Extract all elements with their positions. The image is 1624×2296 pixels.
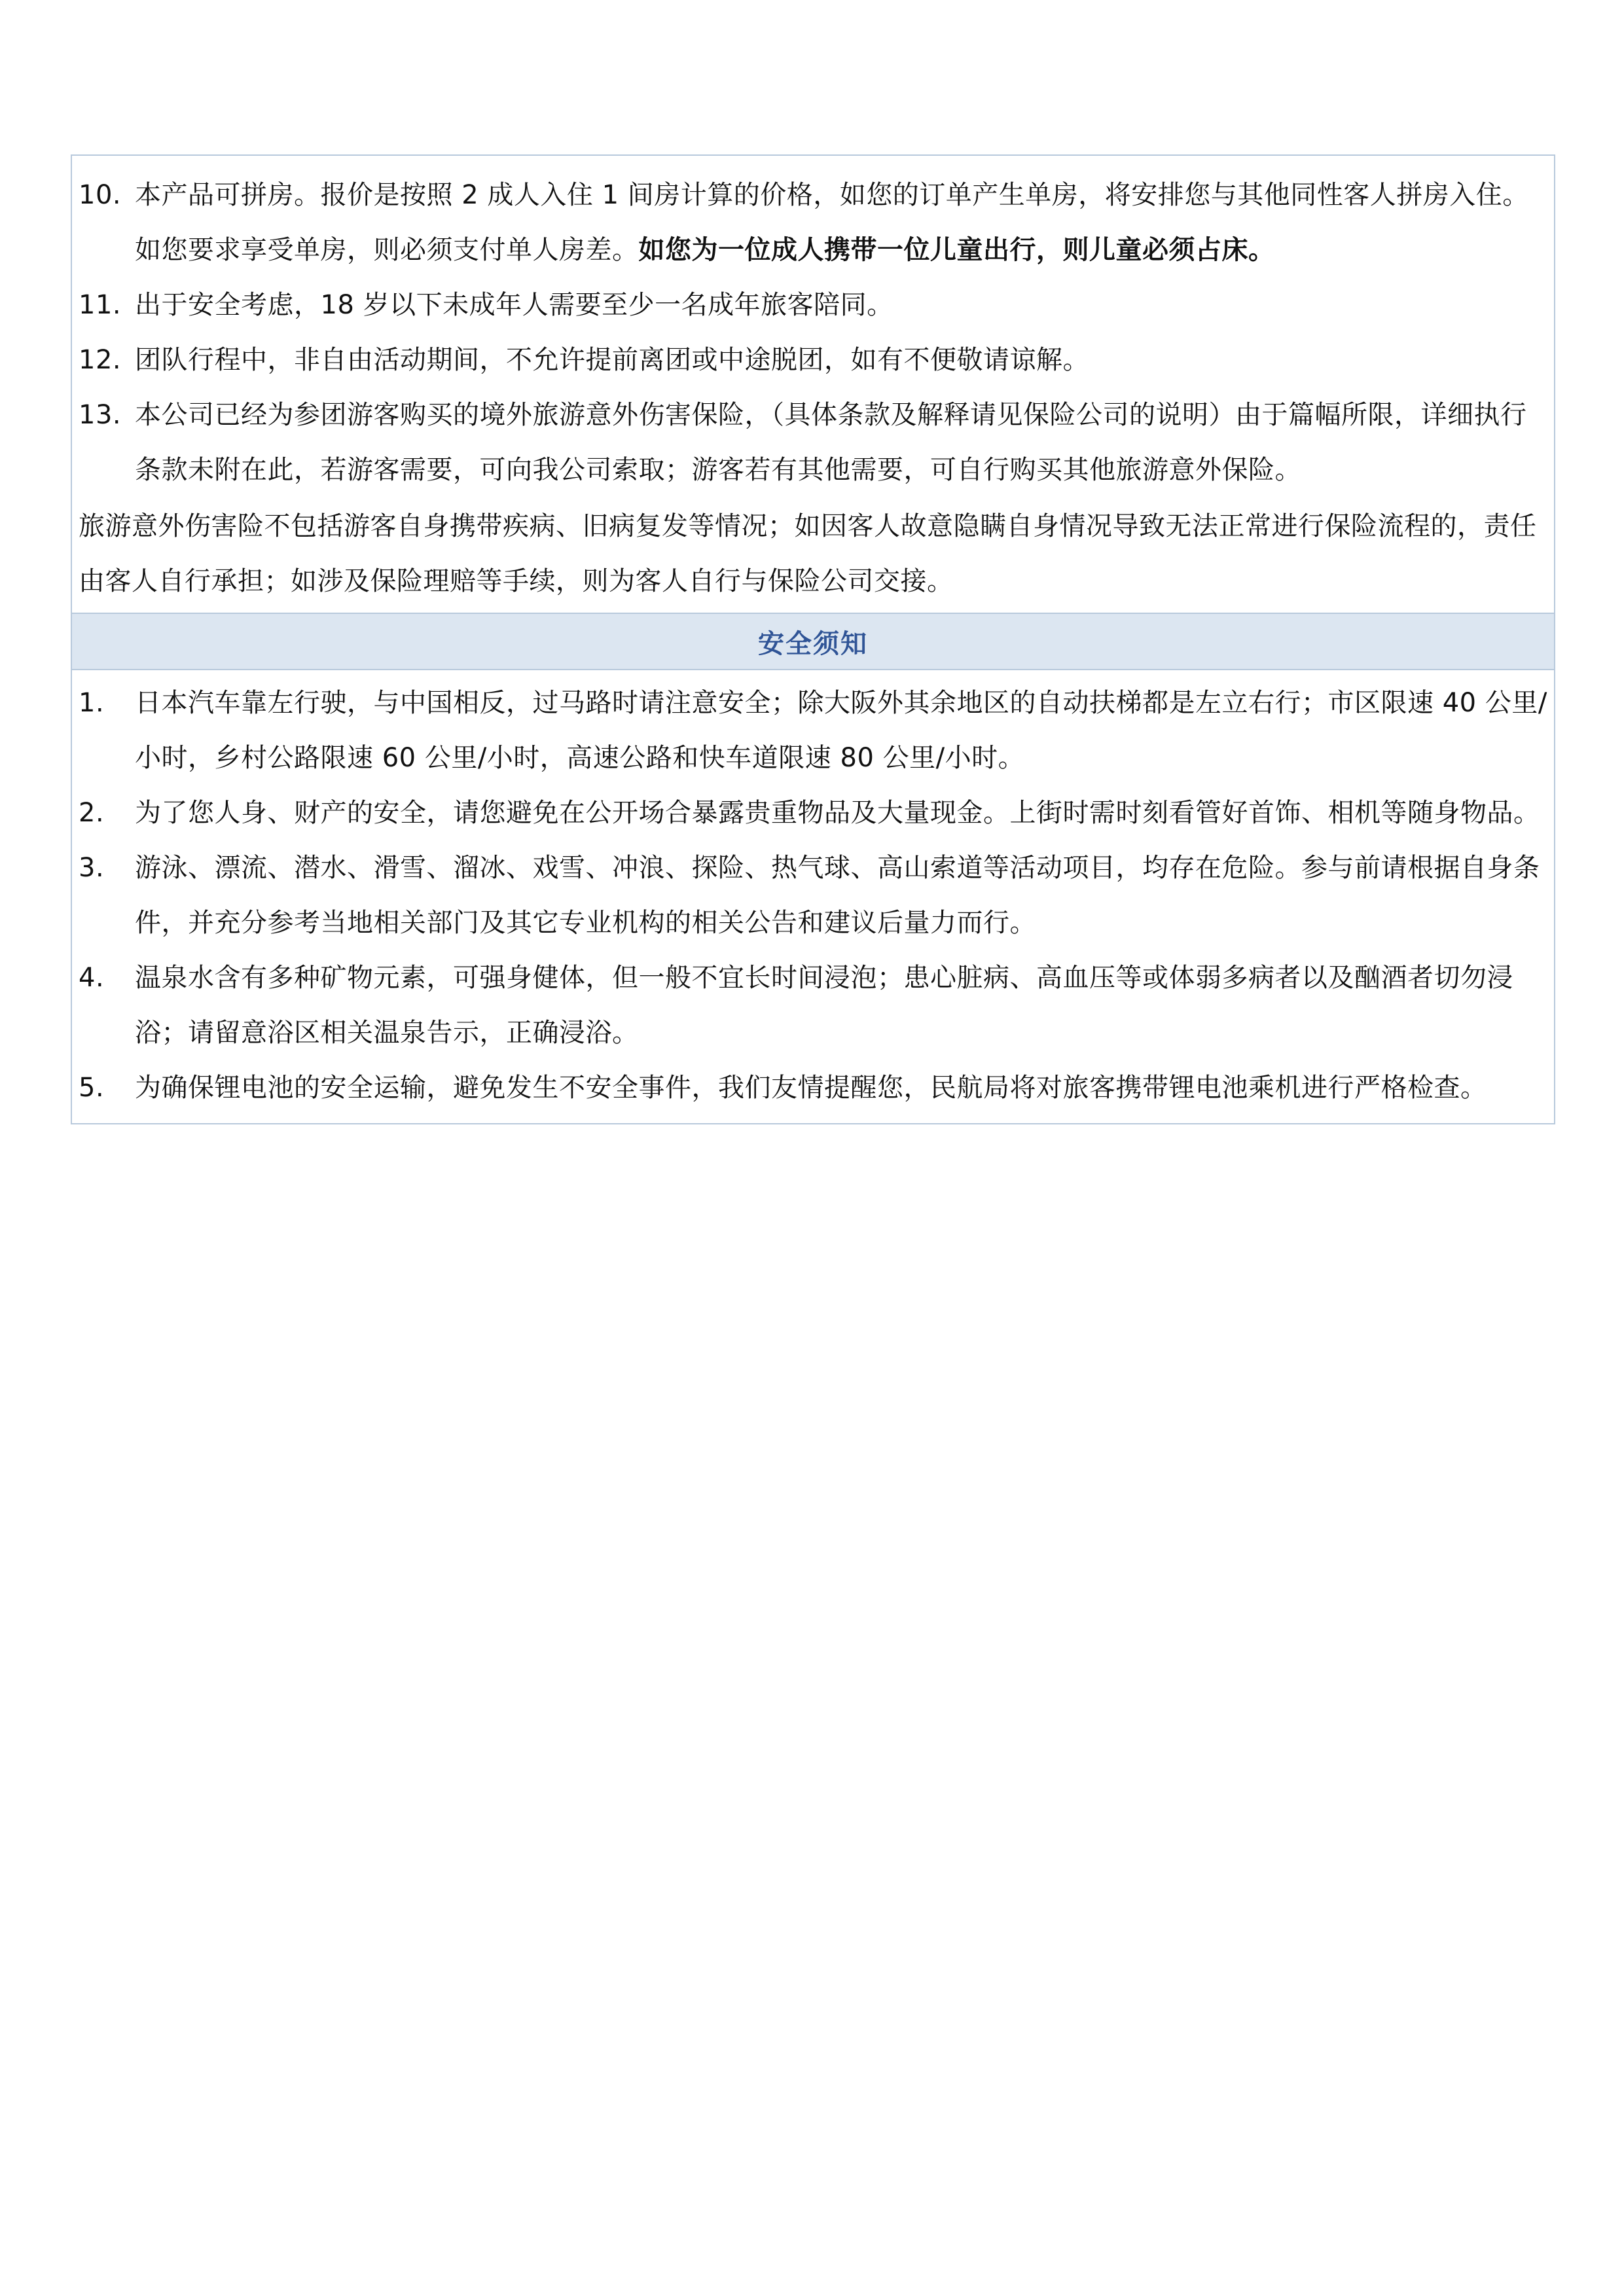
item-number: 4. xyxy=(79,963,105,993)
list-item xyxy=(79,387,1547,497)
item-number: 13. xyxy=(79,400,122,430)
item-text: 温泉水含有多种矿物元素，可强身健体，但一般不宜长时间浸泡；患心脏病、高血压等或体弱多病者以及酗酒者切勿浸浴；请留意浴区相关温泉告示，正确浸浴。 xyxy=(135,963,1513,1048)
item-text: 游泳、漂流、潜水、滑雪、溜冰、戏雪、冲浪、探险、热气球、高山索道等活动项目，均存在危险。参与前请根据自身条件，并充分参考当地相关部门及其它专业机构的相关公告和建议后量力而行。 xyxy=(135,853,1540,938)
item-text: 团队行程中，非自由活动期间，不允许提前离团或中途脱团，如有不便敬请谅解。 xyxy=(135,345,1089,375)
item-bold-text: 如您为一位成人携带一位儿童出行，则儿童必须占床。 xyxy=(638,235,1275,265)
list-item xyxy=(79,1060,1547,1115)
item-number: 11. xyxy=(79,290,122,320)
insurance-note: 旅游意外伤害险不包括游客自身携带疾病、旧病复发等情况；如因客人故意隐瞒自身情况导致无法正常进行保险流程的，责任由客人自行承担；如涉及保险理赔等手续，则为客人自行与保险公司交接。 xyxy=(79,511,1537,596)
list-item xyxy=(79,840,1547,950)
item-number: 3. xyxy=(79,853,105,883)
item-number: 10. xyxy=(79,180,122,210)
list-item xyxy=(79,278,1547,332)
terms-section xyxy=(72,156,1554,613)
section-title: 安全须知 xyxy=(758,628,868,659)
item-text: 为确保锂电池的安全运输，避免发生不安全事件，我们友情提醒您，民航局将对旅客携带锂电池乘机进行严格检查。 xyxy=(135,1073,1487,1103)
item-number: 12. xyxy=(79,345,122,375)
section-header xyxy=(72,613,1554,670)
list-item xyxy=(79,785,1547,840)
item-number: 5. xyxy=(79,1073,105,1103)
list-item xyxy=(79,950,1547,1060)
safety-section xyxy=(72,670,1554,1123)
notice-table xyxy=(71,154,1555,1124)
item-number: 2. xyxy=(79,798,105,828)
list-item xyxy=(79,675,1547,785)
item-text: 本公司已经为参团游客购买的境外旅游意外伤害保险，（具体条款及解释请见保险公司的说明）由于篇幅所限，详细执行条款未附在此，若游客需要，可向我公司索取；游客若有其他需要，可自行购买其他旅游意外保险。 xyxy=(135,400,1527,485)
item-text: 为了您人身、财产的安全，请您避免在公开场合暴露贵重物品及大量现金。上街时需时刻看管好首饰、相机等随身物品。 xyxy=(135,798,1540,828)
list-item xyxy=(79,332,1547,387)
item-text: 日本汽车靠左行驶，与中国相反，过马路时请注意安全；除大阪外其余地区的自动扶梯都是左立右行；市区限速 40 公里/小时，乡村公路限速 60 公里/小时，高速公路和快车道限速 80 公里/小时。 xyxy=(135,688,1547,773)
list-item xyxy=(79,168,1547,278)
item-number: 1. xyxy=(79,688,105,718)
item-text: 出于安全考虑，18 岁以下未成年人需要至少一名成年旅客陪同。 xyxy=(135,290,893,320)
item-text: 本产品可拼房。报价是按照 2 成人入住 1 间房计算的价格，如您的订单产生单房，将安排您与其他同性客人拼房入住。如您要求享受单房，则必须支付单人房差。 xyxy=(135,180,1529,265)
